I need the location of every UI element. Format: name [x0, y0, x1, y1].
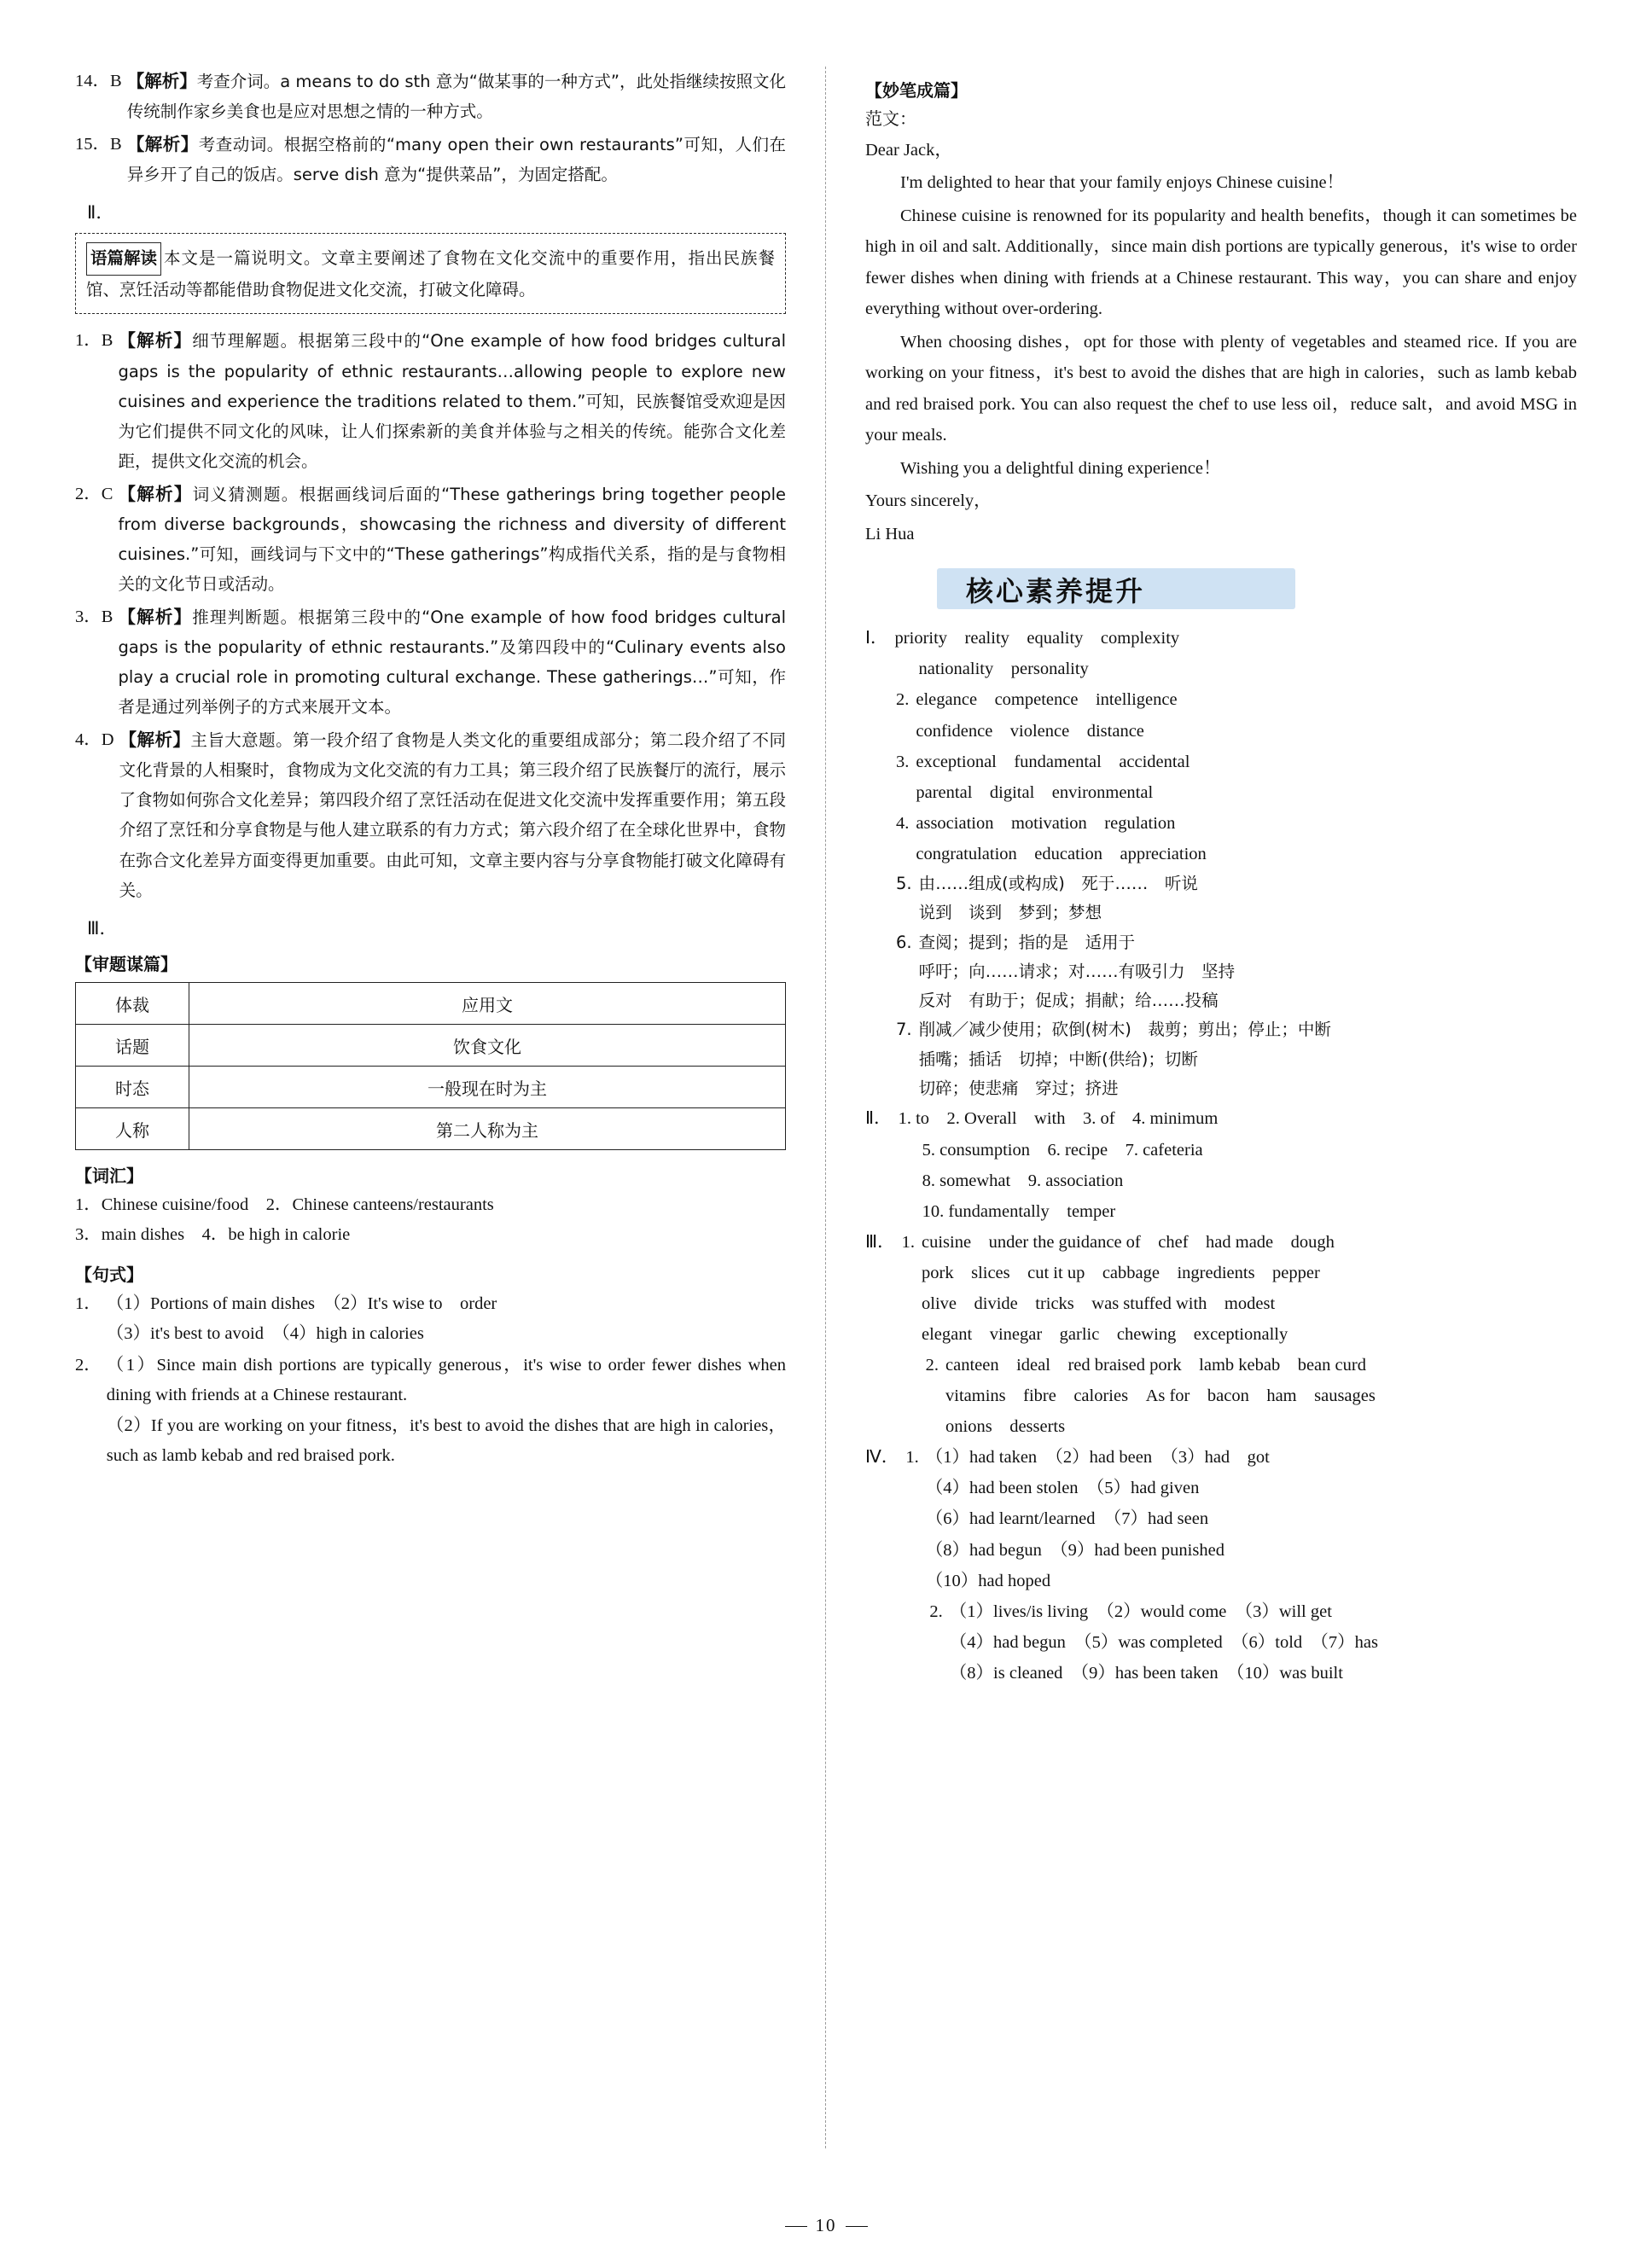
footer-dash-right	[846, 2226, 868, 2227]
analysis-text: 考查介词。a means to do sth 意为“做某事的一种方式”，此处指继续按照文化传统制作家乡美食也是应对思想之情的一种方式。	[126, 72, 787, 122]
passage-reading-tag: 语篇解读	[86, 242, 161, 276]
analysis-tag: 【解析】	[118, 606, 193, 627]
footer-dash-left	[785, 2226, 807, 2227]
part1-item-4	[896, 808, 1577, 869]
item-number: 2.	[929, 1601, 943, 1621]
planning-title: 【审题谋篇】	[75, 954, 177, 975]
part3-item-1-line2: pork slices cut it up cabbage ingredients pepper	[922, 1263, 1320, 1282]
item-number: 3.	[896, 752, 910, 771]
analysis-text: 词义猜测题。根据画线词后面的“These gatherings bring together people from diverse backgrounds，showcasing the richness and diversity of different cuisines.”可知，画线词与下文中的“These gatherings”构成指代关系，指的是与食物相关的文化节日或活动。	[118, 484, 786, 595]
answer-number: 2．C	[75, 484, 113, 503]
plan-value-person: 第二人称为主	[189, 1108, 786, 1150]
analysis-tag: 【解析】	[126, 133, 199, 154]
table-row	[76, 1108, 786, 1150]
part-label-3: Ⅲ．	[865, 1232, 895, 1252]
part3-item-1-line4: elegant vinegar garlic chewing exceptionally	[922, 1324, 1288, 1344]
part1-item-2	[896, 684, 1577, 746]
model-letter	[865, 135, 1577, 549]
answer-item-15	[75, 130, 786, 191]
part-1-block	[865, 623, 1577, 1103]
letter-signature: Li Hua	[865, 524, 915, 543]
part1-item-5	[896, 869, 1577, 928]
item-number: 2.	[896, 690, 910, 710]
plan-value-tense: 一般现在时为主	[189, 1067, 786, 1108]
letter-paragraph-1: I'm delighted to hear that your family enjoys Chinese cuisine！	[900, 173, 1345, 193]
part3-item-1-line1: cuisine under the guidance of chef had made dough	[922, 1232, 1335, 1252]
answer-number: 15．B	[75, 134, 122, 154]
analysis-text: 推理判断题。根据第三段中的“One example of how food bridges cultural gaps is the popularity of ethnic restaurants.”及第四段中的“Culinary events also play a crucial role in promoting cultural exchange. These gatherings…”可知，作者是通过列举例子的方式来展开文本。	[118, 607, 786, 718]
table-row	[76, 983, 786, 1025]
section-heading-3: Ⅲ．	[87, 918, 118, 939]
reading-answer-4	[75, 725, 786, 907]
item-number: 5.	[896, 873, 912, 893]
part1-item-3-line2: parental digital environmental	[916, 782, 1154, 802]
sentence-line: （2）If you are working on your fitness，it's best to avoid the dishes that are high in calories，such as lamb kebab and red braised pork.	[106, 1415, 786, 1465]
table-row	[76, 1067, 786, 1108]
part4-item-2	[929, 1596, 1577, 1689]
part1-item-3	[896, 747, 1577, 808]
sentence-line: （1）Portions of main dishes （2）It's wise to order	[106, 1293, 497, 1313]
passage-reading-text: 本文是一篇说明文。文章主要阐述了食物在文化交流中的重要作用，指出民族餐馆、烹饪活动等都能借助食物促进文化交流，打破文化障碍。	[86, 248, 775, 299]
reading-answer-3	[75, 602, 786, 724]
section-heading-2: Ⅱ．	[87, 202, 114, 223]
part4-item-1-line3: （6）had learnt/learned （7）had seen	[925, 1509, 1209, 1529]
part3-item-2-line1: canteen ideal red braised pork lamb kebab bean curd	[945, 1356, 1366, 1375]
left-column	[75, 67, 826, 2148]
plan-label-genre: 体裁	[76, 983, 189, 1025]
analysis-text: 主旨大意题。第一段介绍了食物是人类文化的重要组成部分；第二段介绍了不同文化背景的人相聚时，食物成为文化交流的有力工具；第三段介绍了民族餐厅的流行，展示了食物如何弥合文化差异；第四段介绍了烹饪活动在促进文化交流中发挥重要作用；第五段介绍了烹饪和分享食物是与他人建立联系的有力方式；第六段介绍了在全球化世界中，食物在弥合文化差异方面变得更加重要。由此可知，文章主要内容与分享食物能打破文化障碍有关。	[119, 730, 786, 900]
part1-item-6	[896, 928, 1577, 1016]
part4-item-1-line2: （4）had been stolen （5）had given	[925, 1479, 1200, 1498]
part1-item-7-line2: 插嘴；插话 切掉；中断(供给)；切断	[918, 1049, 1198, 1069]
part-3-block	[865, 1227, 1577, 1443]
part1-item-4-line2: congratulation education appreciation	[916, 844, 1207, 863]
part1-item-1-line2: nationality personality	[918, 660, 1089, 679]
analysis-tag: 【解析】	[119, 729, 191, 750]
part1-item-6-line1: 查阅；提到；指的是 适用于	[918, 932, 1136, 952]
part2-line-3: 8. somewhat 9. association	[922, 1171, 1124, 1190]
plan-label-topic: 话题	[76, 1025, 189, 1067]
sentence-item-1	[75, 1289, 786, 1350]
plan-value-topic: 饮食文化	[189, 1025, 786, 1067]
reading-answer-1	[75, 326, 786, 477]
letter-paragraph-4: Wishing you a delightful dining experience！	[900, 458, 1221, 478]
compose-title: 【妙笔成篇】	[865, 80, 968, 101]
answer-item-14	[75, 67, 786, 128]
part-2-block	[865, 1103, 1577, 1226]
analysis-tag: 【解析】	[118, 483, 193, 504]
part1-item-2-line1: elegance competence intelligence	[916, 690, 1178, 710]
part-label-2: Ⅱ．	[865, 1109, 892, 1129]
item-number: 1.	[905, 1448, 919, 1468]
part3-item-2-line3: onions desserts	[945, 1417, 1066, 1437]
part3-item-1-line3: olive divide tricks was stuffed with modest	[922, 1293, 1276, 1313]
answer-number: 1．B	[75, 331, 113, 351]
part2-line-4: 10. fundamentally temper	[922, 1201, 1116, 1221]
item-number: 2.	[925, 1356, 939, 1375]
part3-item-2-line2: vitamins fibre calories As for bacon ham sausages	[945, 1386, 1376, 1406]
table-row	[76, 1025, 786, 1067]
answer-number: 2．	[75, 1356, 102, 1375]
answer-number: 1．	[75, 1293, 102, 1313]
part4-item-2-line3: （8）is cleaned （9）has been taken （10）was built	[949, 1663, 1343, 1683]
sentence-pattern-title: 【句式】	[75, 1264, 143, 1285]
part-label-1: Ⅰ．	[865, 629, 888, 648]
part1-item-3-line1: exceptional fundamental accidental	[916, 752, 1190, 771]
part1-item-1-line1: priority reality equality complexity	[894, 629, 1180, 648]
two-column-body	[75, 67, 1577, 2148]
part4-item-2-line2: （4）had begun （5）was completed （6）told （7）has	[949, 1632, 1378, 1652]
analysis-tag: 【解析】	[118, 330, 193, 352]
core-competency-banner	[865, 565, 1577, 614]
part-4-block	[865, 1442, 1577, 1689]
analysis-text: 考查动词。根据空格前的“many open their own restaurants”可知，人们在异乡开了自己的饭店。serve dish 意为“提供菜品”，为固定搭配。	[126, 134, 787, 184]
part1-item-5-line2: 说到 谈到 梦到；梦想	[918, 903, 1102, 923]
sentence-item-2	[75, 1351, 786, 1471]
part1-item-5-line1: 由……组成(或构成) 死于…… 听说	[918, 873, 1198, 893]
letter-closing: Yours sincerely，	[865, 491, 992, 511]
analysis-tag: 【解析】	[126, 71, 197, 91]
part-1-row	[865, 623, 1577, 684]
answer-number: 3．B	[75, 607, 113, 626]
vocabulary-title: 【词汇】	[75, 1165, 143, 1187]
part2-line-2: 5. consumption 6. recipe 7. cafeteria	[922, 1140, 1203, 1160]
letter-salutation: Dear Jack，	[865, 141, 952, 160]
writing-plan-table	[75, 982, 786, 1150]
answer-number: 4．D	[75, 730, 114, 749]
part1-item-7-line1: 削减／减少使用；砍倒(树木) 裁剪；剪出；停止；中断	[918, 1020, 1331, 1040]
part1-item-7	[896, 1015, 1577, 1103]
plan-value-genre: 应用文	[189, 983, 786, 1025]
vocabulary-line-2: 3．main dishes 4．be high in calorie	[75, 1225, 351, 1245]
part4-item-2-line1: （1）lives/is living （2）would come （3）will get	[949, 1601, 1332, 1621]
part-label-4: Ⅳ．	[865, 1448, 899, 1468]
answer-number: 14．B	[75, 72, 122, 90]
analysis-text: 细节理解题。根据第三段中的“One example of how food bridges cultural gaps is the popularity of ethnic restaurants…allowing people to explore new cuisines and experience the traditions related to them.”可知，民族餐馆受欢迎是因为它们提供不同文化的风味，让人们探索新的美食并体验与之相关的传统。能弥合文化差距，提供文化交流的机会。	[118, 331, 786, 472]
banner-title: 核心素养提升	[966, 575, 1146, 608]
reading-answer-2	[75, 480, 786, 601]
part4-item-1-line1: （1）had taken （2）had been （3）had got	[925, 1448, 1270, 1468]
letter-paragraph-2: Chinese cuisine is renowned for its popularity and health benefits，though it can sometimes be high in oil and salt. Additionally，since main dish portions are typically generous，it's wise to order fewer dishes when dining with friends at a Chinese restaurant. This way，you can share and enjoy everything without over-ordering.	[865, 206, 1577, 319]
part1-item-4-line1: association motivation regulation	[916, 813, 1176, 833]
sentence-line: （1）Since main dish portions are typically generous，it's wise to order fewer dishes when dining with friends at a Chinese restaurant.	[106, 1356, 786, 1405]
part2-line-1: 1. to 2. Overall with 3. of 4. minimum	[898, 1109, 1219, 1129]
plan-label-tense: 时态	[76, 1067, 189, 1108]
part1-item-2-line2: confidence violence distance	[916, 721, 1144, 741]
part4-item-1-line5: （10）had hoped	[925, 1571, 1051, 1590]
item-number: 4.	[896, 813, 910, 833]
sentence-line: （3）it's best to avoid （4）high in calories	[106, 1323, 424, 1343]
plan-label-person: 人称	[76, 1108, 189, 1150]
part4-item-1	[905, 1442, 1577, 1596]
page-number: 10	[815, 2215, 837, 2235]
item-number: 7.	[896, 1020, 912, 1040]
part3-item-1	[902, 1227, 1577, 1350]
part1-item-7-line3: 切碎；使悲痛 穿过；挤进	[918, 1078, 1119, 1099]
part4-item-1-line4: （8）had begun （9）had been punished	[925, 1540, 1224, 1560]
letter-paragraph-3: When choosing dishes，opt for those with plenty of vegetables and steamed rice. If you are working on your fitness，it's best to avoid the dishes that are high in calories，such as lamb kebab and red braised pork. You can also request the chef to use less oil，reduce salt，and avoid MSG in your meals.	[865, 332, 1577, 445]
page-footer	[0, 2215, 1652, 2236]
part1-item-6-line3: 反对 有助于；促成；捐献；给……投稿	[918, 991, 1219, 1011]
item-number: 6.	[896, 932, 912, 952]
model-essay-label: 范文：	[865, 108, 916, 129]
passage-reading-box	[75, 233, 786, 314]
vocabulary-line-1: 1．Chinese cuisine/food 2．Chinese canteens/restaurants	[75, 1195, 494, 1215]
item-number: 1.	[901, 1232, 916, 1252]
part1-item-6-line2: 呼吁；向……请求；对……有吸引力 坚持	[918, 961, 1236, 981]
part3-item-2	[926, 1350, 1577, 1442]
right-column	[826, 67, 1577, 2148]
